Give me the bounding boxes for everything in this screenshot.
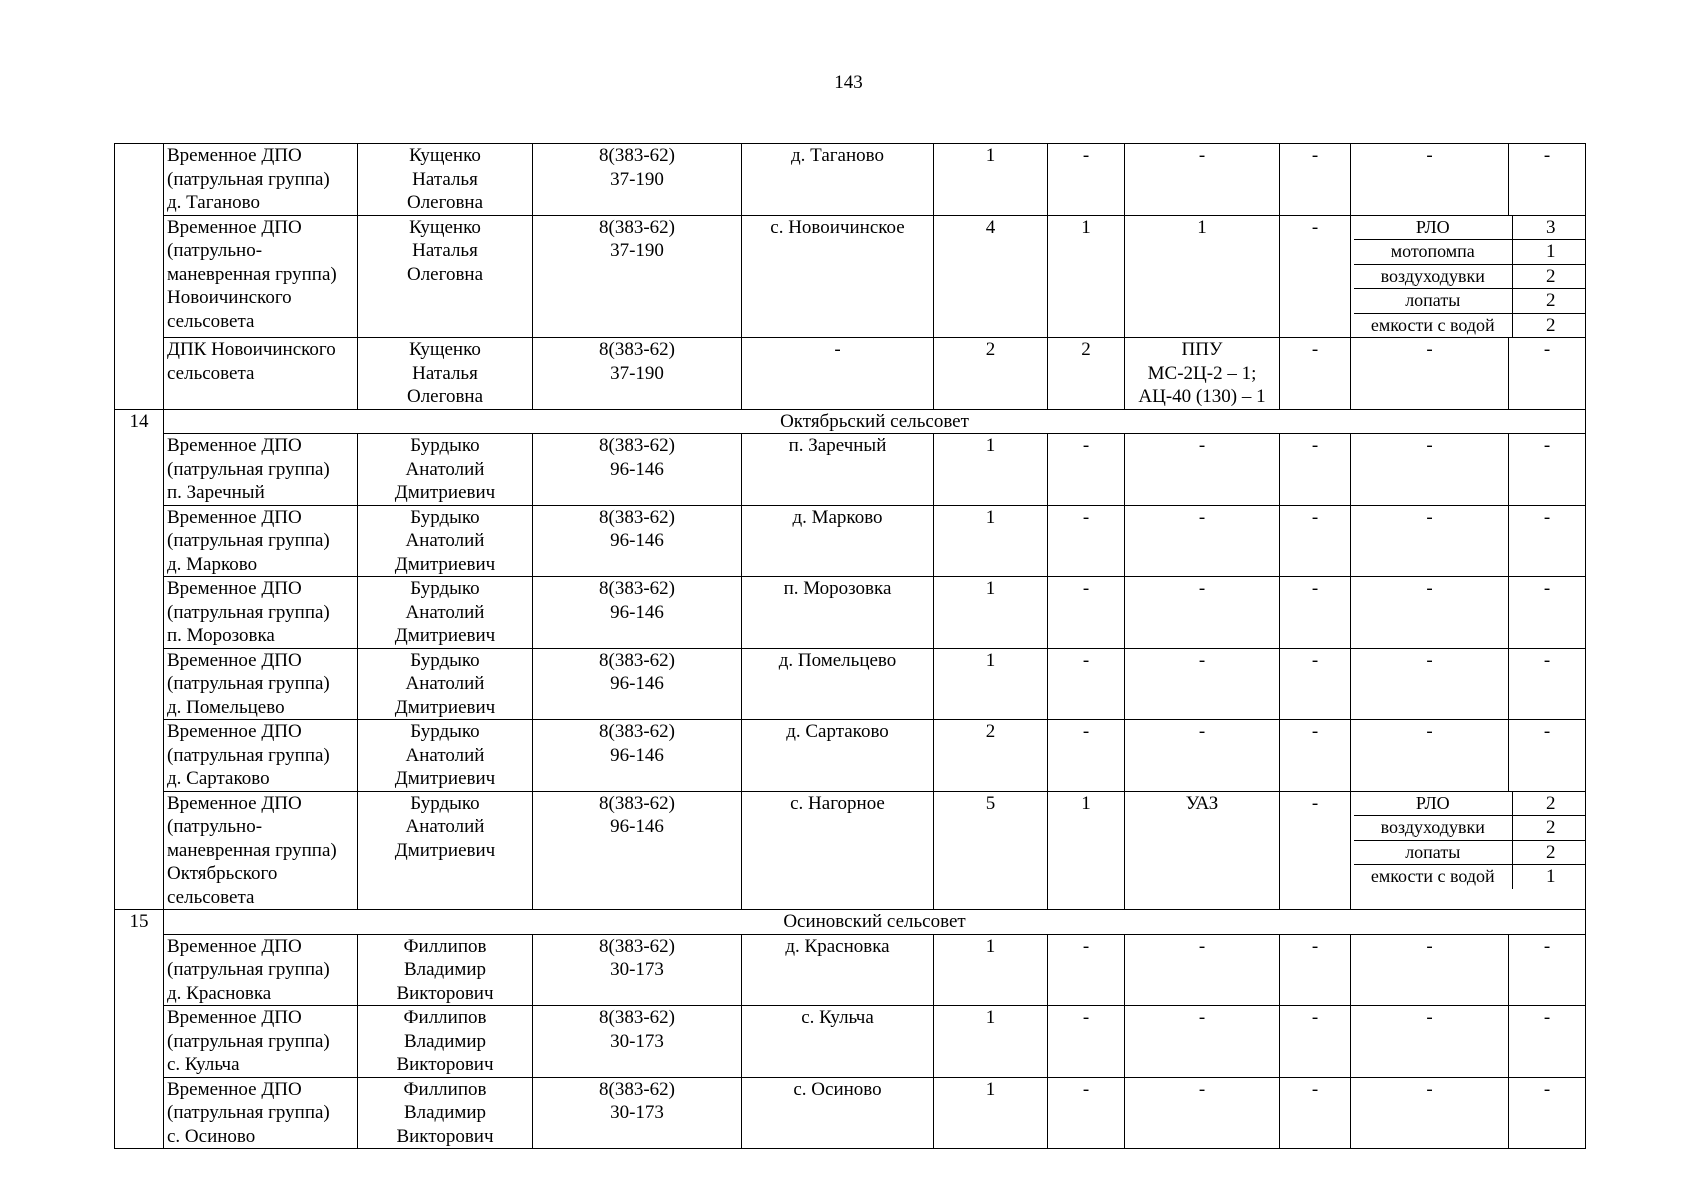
equipment-qty: 2 <box>1546 314 1556 336</box>
head-person-line: Анатолий <box>405 601 485 623</box>
vehicle-line: - <box>1198 506 1206 528</box>
phone-line: 8(383-62) <box>599 792 675 814</box>
vehicle-line: - <box>1198 578 1206 599</box>
unit-name-line: Временное ДПО <box>167 506 302 528</box>
unit-name-line: Временное ДПО <box>167 145 302 166</box>
personnel-count-cell: 1 <box>934 144 1048 216</box>
unit-name-line: Новоичинского <box>167 287 292 308</box>
count-cell: - <box>1048 934 1125 1006</box>
table-row <box>115 215 1586 338</box>
unit-name-line: Временное ДПО <box>167 1078 302 1100</box>
equipment-name: емкости с водой <box>1354 865 1512 889</box>
vehicle-line: УАЗ <box>1185 792 1219 814</box>
head-person-cell <box>358 434 533 506</box>
equipment-name-cell: - <box>1351 720 1509 792</box>
equipment-item <box>1354 816 1586 841</box>
head-person-cell <box>358 505 533 577</box>
unit-name-line: (патрульная группа) <box>167 1030 330 1052</box>
vehicle-line: - <box>1198 649 1206 671</box>
count-cell: - <box>1280 934 1351 1006</box>
head-person-line: Анатолий <box>405 673 485 694</box>
equipment-name-cell: - <box>1351 505 1509 577</box>
equipment-qty: 2 <box>1512 840 1586 865</box>
unit-name-cell <box>164 144 358 216</box>
head-person-line: Дмитриевич <box>394 839 496 861</box>
phone-cell <box>533 505 742 577</box>
head-person-line: Бурдыко <box>410 578 480 599</box>
vehicles-cell <box>1125 1006 1280 1078</box>
head-person-line: Дмитриевич <box>394 553 496 575</box>
count-cell: - <box>1280 505 1351 577</box>
phone-cell <box>533 648 742 720</box>
equipment-item <box>1354 216 1586 240</box>
count-cell: - <box>1048 434 1125 506</box>
unit-name-line: (патрульная группа) <box>167 168 330 190</box>
phone-cell <box>533 791 742 910</box>
phone-line: 8(383-62) <box>599 1078 675 1100</box>
location-cell: п. Морозовка <box>742 577 934 649</box>
unit-name-line: (патрульная группа) <box>167 530 330 551</box>
equipment-item <box>1354 313 1586 337</box>
unit-name-line: Временное ДПО <box>167 1007 302 1028</box>
location-cell: д. Сартаково <box>742 720 934 792</box>
unit-name-cell <box>164 338 358 410</box>
phone-line: 37-190 <box>610 240 664 261</box>
count-cell: - <box>1048 144 1125 216</box>
head-person-line: Анатолий <box>405 816 485 837</box>
vehicles-cell <box>1125 215 1280 338</box>
head-person-line: Анатолий <box>405 744 485 766</box>
phone-line: 8(383-62) <box>599 721 675 742</box>
phone-line: 8(383-62) <box>599 339 675 360</box>
unit-name-line: с. Кульча <box>167 1054 240 1075</box>
section-row <box>115 910 1586 935</box>
personnel-count-cell: 1 <box>934 934 1048 1006</box>
unit-name-line: сельсовета <box>167 310 255 332</box>
phone-cell <box>533 434 742 506</box>
location-cell: с. Осиново <box>742 1077 934 1149</box>
location-cell: с. Кульча <box>742 1006 934 1078</box>
unit-name-line: Временное ДПО <box>167 435 302 456</box>
phone-line: 8(383-62) <box>599 145 675 166</box>
head-person-line: Дмитриевич <box>394 482 496 503</box>
head-person-line: Викторович <box>396 1054 494 1075</box>
phone-line: 8(383-62) <box>599 649 675 671</box>
count-cell: - <box>1280 791 1351 910</box>
vehicles-cell <box>1125 720 1280 792</box>
vehicles-cell <box>1125 934 1280 1006</box>
head-person-cell <box>358 791 533 910</box>
table-row <box>115 434 1586 506</box>
count-cell: 2 <box>1048 338 1125 410</box>
unit-name-line: (патрульная группа) <box>167 744 330 766</box>
section-title: Октябрьский сельсовет <box>164 409 1586 434</box>
vehicle-line: - <box>1198 435 1206 456</box>
head-person-line: Анатолий <box>405 458 485 480</box>
count-cell: - <box>1048 1006 1125 1078</box>
phone-line: 8(383-62) <box>599 1007 675 1028</box>
head-person-cell <box>358 720 533 792</box>
table-row <box>115 791 1586 910</box>
equipment-qty: 3 <box>1512 216 1586 240</box>
unit-name-line: (патрульная группа) <box>167 1102 330 1123</box>
head-person-line: Владимир <box>403 959 487 980</box>
head-person-line: Владимир <box>403 1102 487 1123</box>
vehicle-line: - <box>1198 1078 1206 1100</box>
equipment-name-cell: - <box>1351 577 1509 649</box>
head-person-line: Кущенко <box>409 216 481 238</box>
location-cell: д. Красновка <box>742 934 934 1006</box>
equipment-name-cell: - <box>1351 434 1509 506</box>
unit-name-line: маневренная группа) <box>167 839 337 861</box>
head-person-line: Бурдыко <box>410 649 480 671</box>
unit-name-line: (патрульно- <box>167 816 263 837</box>
count-cell: 1 <box>1048 215 1125 338</box>
phone-line: 96-146 <box>610 816 664 837</box>
count-cell: - <box>1048 505 1125 577</box>
equipment-name-cell: - <box>1351 648 1509 720</box>
unit-name-line: маневренная группа) <box>167 263 337 285</box>
table-row <box>115 577 1586 649</box>
head-person-cell <box>358 1077 533 1149</box>
table-row <box>115 720 1586 792</box>
phone-line: 30-173 <box>610 1030 664 1052</box>
unit-name-line: п. Морозовка <box>167 625 275 646</box>
equipment-qty-cell: - <box>1509 720 1586 792</box>
equipment-cell <box>1351 791 1586 910</box>
equipment-item <box>1354 865 1586 889</box>
phone-line: 8(383-62) <box>599 935 675 957</box>
personnel-count-cell: 1 <box>934 505 1048 577</box>
equipment-cell <box>1351 215 1586 338</box>
equipment-qty-cell: - <box>1509 577 1586 649</box>
vehicles-cell <box>1125 144 1280 216</box>
equipment-qty-cell: - <box>1509 1077 1586 1149</box>
equipment-qty: 1 <box>1546 866 1556 887</box>
vehicles-cell <box>1125 1077 1280 1149</box>
personnel-count-cell: 4 <box>934 215 1048 338</box>
location-cell: п. Заречный <box>742 434 934 506</box>
personnel-count-cell: 1 <box>934 648 1048 720</box>
head-person-line: Кущенко <box>409 339 481 360</box>
equipment-qty-cell: - <box>1509 1006 1586 1078</box>
head-person-line: Наталья <box>412 240 478 261</box>
phone-cell <box>533 934 742 1006</box>
phone-line: 96-146 <box>610 458 664 480</box>
equipment-qty: 2 <box>1512 816 1586 841</box>
equipment-name: лопаты <box>1354 289 1512 314</box>
personnel-count-cell: 1 <box>934 434 1048 506</box>
personnel-count-cell: 5 <box>934 791 1048 910</box>
head-person-line: Анатолий <box>405 530 485 551</box>
location-cell: д. Марково <box>742 505 934 577</box>
vehicle-line: - <box>1198 721 1206 742</box>
equipment-name: воздуходувки <box>1354 264 1512 289</box>
unit-name-line: (патрульная группа) <box>167 458 330 480</box>
equipment-name-cell: - <box>1351 1006 1509 1078</box>
vehicles-cell <box>1125 648 1280 720</box>
page-number: 143 <box>834 72 863 93</box>
head-person-line: Дмитриевич <box>394 696 496 718</box>
phone-cell <box>533 338 742 410</box>
table-row <box>115 1006 1586 1078</box>
head-person-cell <box>358 338 533 410</box>
table-row <box>115 934 1586 1006</box>
vehicles-cell <box>1125 434 1280 506</box>
head-person-line: Наталья <box>412 168 478 190</box>
vehicles-cell <box>1125 577 1280 649</box>
head-person-line: Викторович <box>396 1125 494 1147</box>
phone-cell <box>533 215 742 338</box>
head-person-line: Бурдыко <box>410 435 480 456</box>
unit-name-cell <box>164 434 358 506</box>
equipment-qty-cell: - <box>1509 144 1586 216</box>
head-person-line: Владимир <box>403 1030 487 1052</box>
unit-name-line: сельсовета <box>167 886 255 908</box>
equipment-qty-cell: - <box>1509 505 1586 577</box>
count-cell: - <box>1280 720 1351 792</box>
equipment-item <box>1354 264 1586 289</box>
phone-cell <box>533 1006 742 1078</box>
index-cell <box>115 144 164 410</box>
head-person-line: Наталья <box>412 362 478 384</box>
unit-name-cell <box>164 505 358 577</box>
location-cell: - <box>742 338 934 410</box>
head-person-line: Бурдыко <box>410 792 480 814</box>
section-title: Осиновский сельсовет <box>164 910 1586 935</box>
phone-line: 37-190 <box>610 362 664 384</box>
head-person-line: Филлипов <box>403 935 487 957</box>
section-number: 14 <box>115 409 164 910</box>
count-cell: - <box>1280 577 1351 649</box>
section-number: 15 <box>115 910 164 1149</box>
head-person-line: Филлипов <box>403 1078 487 1100</box>
equipment-list <box>1354 216 1586 338</box>
equipment-name-cell: - <box>1351 338 1509 410</box>
location-cell: д. Таганово <box>742 144 934 216</box>
phone-cell <box>533 1077 742 1149</box>
count-cell: - <box>1280 1077 1351 1149</box>
unit-name-cell <box>164 720 358 792</box>
unit-name-cell <box>164 215 358 338</box>
vehicle-line: - <box>1198 935 1206 957</box>
section-row <box>115 409 1586 434</box>
unit-name-line: Временное ДПО <box>167 792 302 814</box>
unit-name-line: д. Марково <box>167 553 258 575</box>
unit-name-cell <box>164 577 358 649</box>
equipment-name-cell: - <box>1351 144 1509 216</box>
head-person-cell <box>358 215 533 338</box>
vehicle-line: АЦ-40 (130) – 1 <box>1138 386 1266 407</box>
unit-name-cell <box>164 1006 358 1078</box>
unit-name-line: (патрульно- <box>167 240 263 261</box>
location-cell: с. Нагорное <box>742 791 934 910</box>
unit-name-line: (патрульная группа) <box>167 959 330 980</box>
phone-line: 30-173 <box>610 959 664 980</box>
equipment-qty: 1 <box>1512 240 1586 265</box>
count-cell: - <box>1280 144 1351 216</box>
vehicle-line: ППУ <box>1181 339 1223 360</box>
personnel-count-cell: 1 <box>934 577 1048 649</box>
head-person-line: Кущенко <box>409 145 481 166</box>
equipment-list <box>1354 792 1586 889</box>
personnel-count-cell: 1 <box>934 1077 1048 1149</box>
phone-cell <box>533 720 742 792</box>
count-cell: - <box>1048 720 1125 792</box>
equipment-qty: 2 <box>1512 792 1586 816</box>
unit-name-line: Временное ДПО <box>167 935 302 957</box>
head-person-line: Бурдыко <box>410 721 480 742</box>
equipment-name: емкости с водой <box>1354 313 1512 337</box>
unit-name-line: д. Сартаково <box>167 768 270 789</box>
equipment-name-cell: - <box>1351 1077 1509 1149</box>
vehicle-line: - <box>1198 1007 1206 1028</box>
unit-name-line: Временное ДПО <box>167 216 302 238</box>
count-cell: - <box>1048 648 1125 720</box>
head-person-line: Викторович <box>396 982 494 1004</box>
count-cell: - <box>1280 338 1351 410</box>
unit-name-line: сельсовета <box>167 362 255 384</box>
count-cell: - <box>1280 434 1351 506</box>
phone-line: 8(383-62) <box>599 578 675 599</box>
phone-line: 37-190 <box>610 168 664 190</box>
phone-line: 8(383-62) <box>599 506 675 528</box>
unit-name-line: д. Помельцево <box>167 696 285 718</box>
head-person-line: Олеговна <box>406 386 484 407</box>
unit-name-line: п. Заречный <box>167 482 265 503</box>
equipment-qty-cell: - <box>1509 648 1586 720</box>
unit-name-line: Октябрьского <box>167 863 278 884</box>
unit-name-line: с. Осиново <box>167 1125 256 1147</box>
vehicles-cell <box>1125 505 1280 577</box>
vehicles-cell <box>1125 338 1280 410</box>
unit-name-cell <box>164 791 358 910</box>
head-person-cell <box>358 1006 533 1078</box>
head-person-cell <box>358 577 533 649</box>
count-cell: - <box>1048 577 1125 649</box>
equipment-item <box>1354 840 1586 865</box>
head-person-line: Филлипов <box>403 1007 487 1028</box>
location-cell: с. Новоичинское <box>742 215 934 338</box>
vehicle-line: - <box>1198 145 1206 166</box>
unit-name-cell <box>164 648 358 720</box>
head-person-line: Олеговна <box>406 192 484 213</box>
forces-table <box>114 143 1586 1149</box>
count-cell: - <box>1280 215 1351 338</box>
unit-name-line: Временное ДПО <box>167 649 302 671</box>
equipment-qty: 2 <box>1512 289 1586 314</box>
equipment-name-cell: - <box>1351 934 1509 1006</box>
table-row <box>115 1077 1586 1149</box>
phone-line: 96-146 <box>610 744 664 766</box>
equipment-item <box>1354 792 1586 816</box>
head-person-line: Олеговна <box>406 263 484 285</box>
equipment-qty: 2 <box>1512 264 1586 289</box>
count-cell: 1 <box>1048 791 1125 910</box>
head-person-cell <box>358 934 533 1006</box>
phone-line: 96-146 <box>610 673 664 694</box>
equipment-qty-cell: - <box>1509 434 1586 506</box>
phone-line: 96-146 <box>610 530 664 551</box>
table-row <box>115 144 1586 216</box>
equipment-item <box>1354 289 1586 314</box>
head-person-cell <box>358 648 533 720</box>
unit-name-line: (патрульная группа) <box>167 673 330 694</box>
equipment-name: лопаты <box>1354 840 1512 865</box>
unit-name-line: ДПК Новоичинского <box>167 339 336 360</box>
head-person-line: Дмитриевич <box>394 625 496 646</box>
table-row <box>115 338 1586 410</box>
location-cell: д. Помельцево <box>742 648 934 720</box>
personnel-count-cell: 1 <box>934 1006 1048 1078</box>
equipment-name: воздуходувки <box>1354 816 1512 841</box>
equipment-name: мотопомпа <box>1354 240 1512 265</box>
table-row <box>115 648 1586 720</box>
count-cell: - <box>1048 1077 1125 1149</box>
vehicles-cell <box>1125 791 1280 910</box>
personnel-count-cell: 2 <box>934 720 1048 792</box>
unit-name-line: д. Таганово <box>167 192 260 213</box>
personnel-count-cell: 2 <box>934 338 1048 410</box>
phone-line: 30-173 <box>610 1102 664 1123</box>
count-cell: - <box>1280 648 1351 720</box>
unit-name-line: д. Красновка <box>167 982 272 1004</box>
vehicle-line: 1 <box>1197 216 1207 238</box>
equipment-qty-cell: - <box>1509 338 1586 410</box>
head-person-cell <box>358 144 533 216</box>
phone-line: 8(383-62) <box>599 216 675 238</box>
unit-name-cell <box>164 1077 358 1149</box>
phone-line: 8(383-62) <box>599 435 675 456</box>
unit-name-line: Временное ДПО <box>167 578 302 599</box>
equipment-item <box>1354 240 1586 265</box>
unit-name-line: (патрульная группа) <box>167 601 330 623</box>
phone-cell <box>533 144 742 216</box>
unit-name-cell <box>164 934 358 1006</box>
head-person-line: Дмитриевич <box>394 768 496 789</box>
equipment-qty-cell: - <box>1509 934 1586 1006</box>
count-cell: - <box>1280 1006 1351 1078</box>
equipment-name: РЛО <box>1354 216 1512 240</box>
equipment-name: РЛО <box>1354 792 1512 816</box>
phone-cell <box>533 577 742 649</box>
table-row <box>115 505 1586 577</box>
head-person-line: Бурдыко <box>410 506 480 528</box>
phone-line: 96-146 <box>610 601 664 623</box>
unit-name-line: Временное ДПО <box>167 721 302 742</box>
vehicle-line: МС-2Ц-2 – 1; <box>1147 362 1257 384</box>
